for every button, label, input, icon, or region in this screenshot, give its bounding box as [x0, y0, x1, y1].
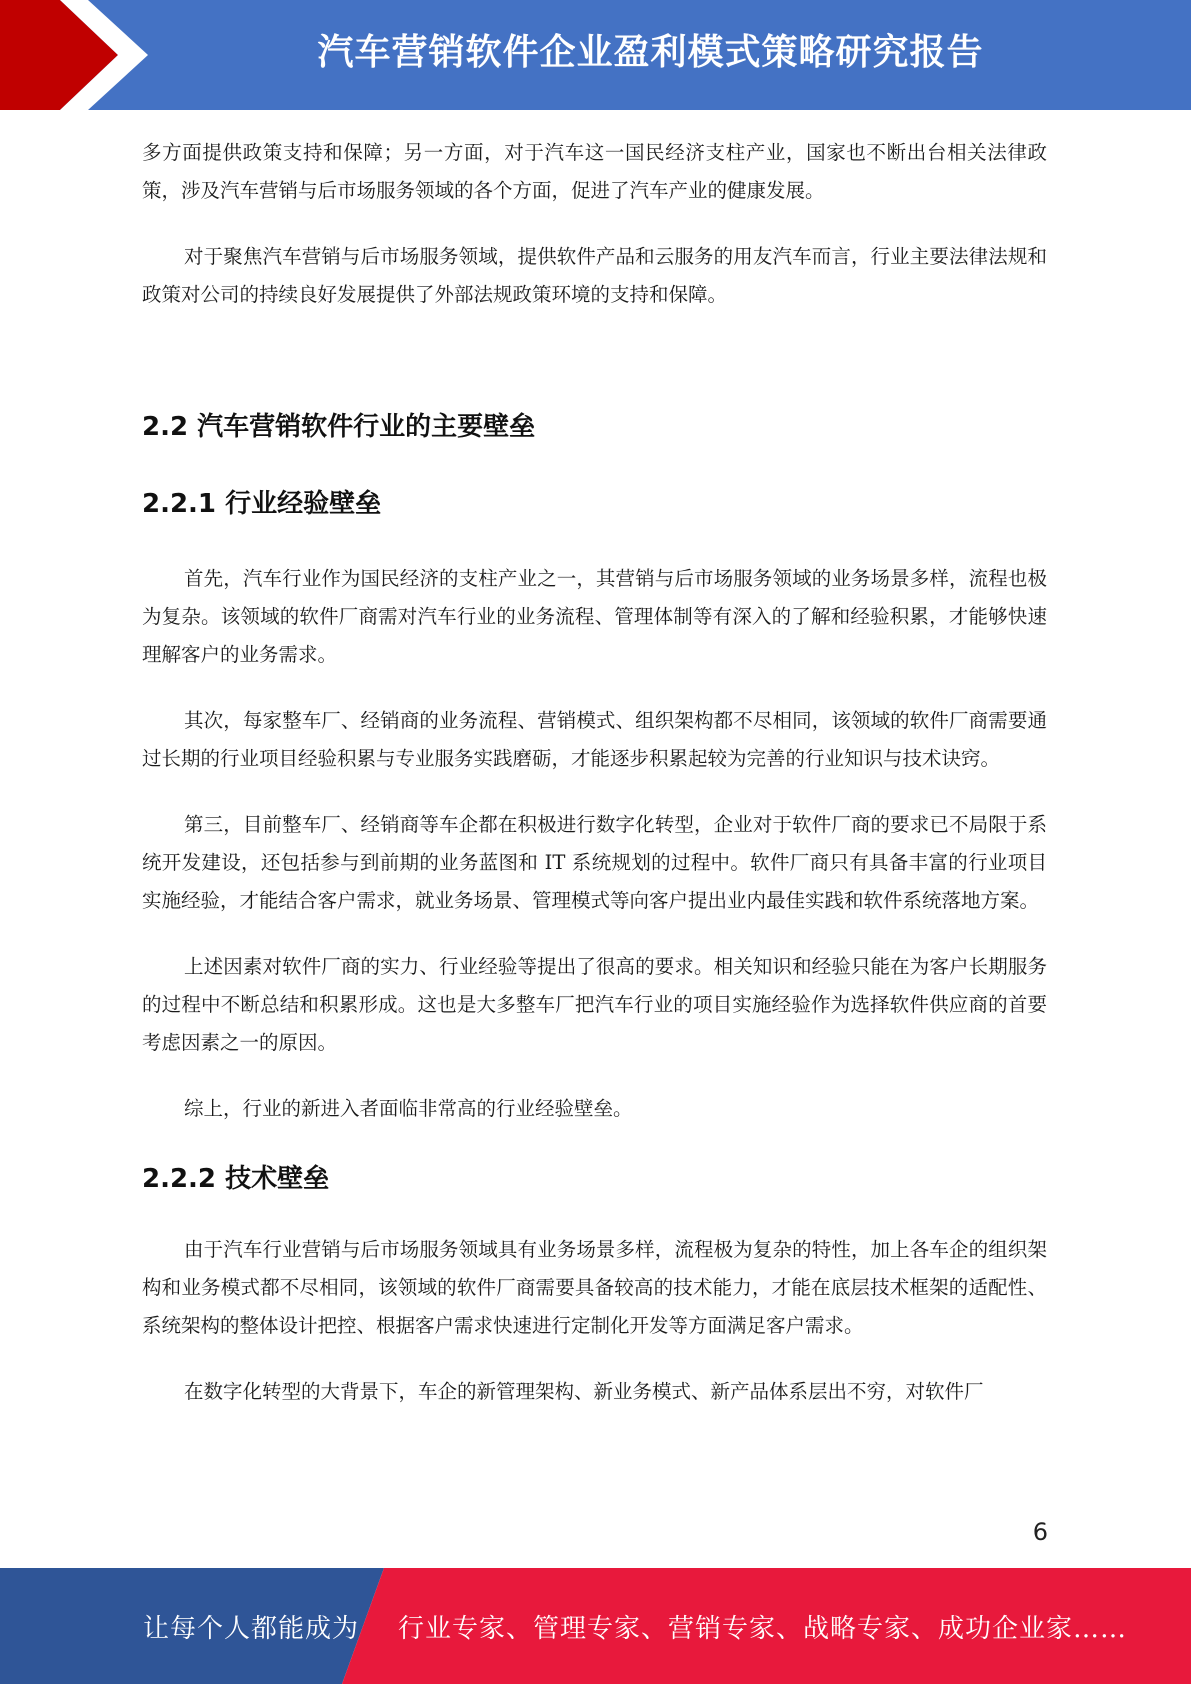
paragraph: 在数字化转型的大背景下，车企的新管理架构、新业务模式、新产品体系层出不穷，对软件厂 [184, 1380, 984, 1403]
paragraph: 综上，行业的新进入者面临非常高的行业经验壁垒。 [184, 1097, 633, 1120]
paragraph: 多方面提供政策支持和保障；另一方面，对于汽车这一国民经济支柱产业，国家也不断出台相关法律政策，涉及汽车营销与后市场服务领域的各个方面，促进了汽车产业的健康发展。 [142, 141, 1047, 202]
paragraph: 其次，每家整车厂、经销商的业务流程、营销模式、组织架构都不尽相同，该领域的软件厂商需要通过长期的行业项目经验积累与专业服务实践磨砺，才能逐步积累起较为完善的行业知识与技术诀窍。 [142, 709, 1047, 770]
paragraph: 首先，汽车行业作为国民经济的支柱产业之一，其营销与后市场服务领域的业务场景多样，流程也极为复杂。该领域的软件厂商需对汽车行业的业务流程、管理体制等有深入的了解和经验积累，才能够快速理解客户的业务需求。 [142, 567, 1047, 666]
subsection-heading: 2.2.2 技术壁垒 [142, 1164, 330, 1194]
paragraph: 由于汽车行业营销与后市场服务领域具有业务场景多样，流程极为复杂的特性，加上各车企的组织架构和业务模式都不尽相同，该领域的软件厂商需要具备较高的技术能力，才能在底层技术框架的适配性、系统架构的整体设计把控、根据客户需求快速进行定制化开发等方面满足客户需求。 [142, 1238, 1047, 1337]
page-footer [0, 1568, 1191, 1684]
footer-slogan-left: 让每个人都能成为 [143, 1614, 360, 1644]
subsection-heading: 2.2.1 行业经验壁垒 [142, 489, 382, 519]
paragraph: 第三，目前整车厂、经销商等车企都在积极进行数字化转型，企业对于软件厂商的要求已不局限于系统开发建设，还包括参与到前期的业务蓝图和 IT 系统规划的过程中。软件厂商只有具备丰富的行业项目实施经验，才能结合客户需求，就业务场景、管理模式等向客户提出业内最佳实践和软件系统落地方案。 [142, 813, 1047, 912]
section-heading: 2.2 汽车营销软件行业的主要壁垒 [142, 412, 536, 442]
paragraph: 上述因素对软件厂商的实力、行业经验等提出了很高的要求。相关知识和经验只能在为客户长期服务的过程中不断总结和积累形成。这也是大多整车厂把汽车行业的项目实施经验作为选择软件供应商的首要考虑因素之一的原因。 [142, 955, 1047, 1054]
page-content [142, 130, 1047, 1411]
report-title: 汽车营销软件企业盈利模式策略研究报告 [317, 32, 984, 73]
page-number: 6 [1032, 1518, 1048, 1546]
footer-slogan-right: 行业专家、管理专家、营销专家、战略专家、成功企业家…… [398, 1614, 1128, 1644]
paragraph: 对于聚焦汽车营销与后市场服务领域，提供软件产品和云服务的用友汽车而言，行业主要法律法规和政策对公司的持续良好发展提供了外部法规政策环境的支持和保障。 [142, 245, 1047, 306]
page-header [0, 0, 1191, 110]
